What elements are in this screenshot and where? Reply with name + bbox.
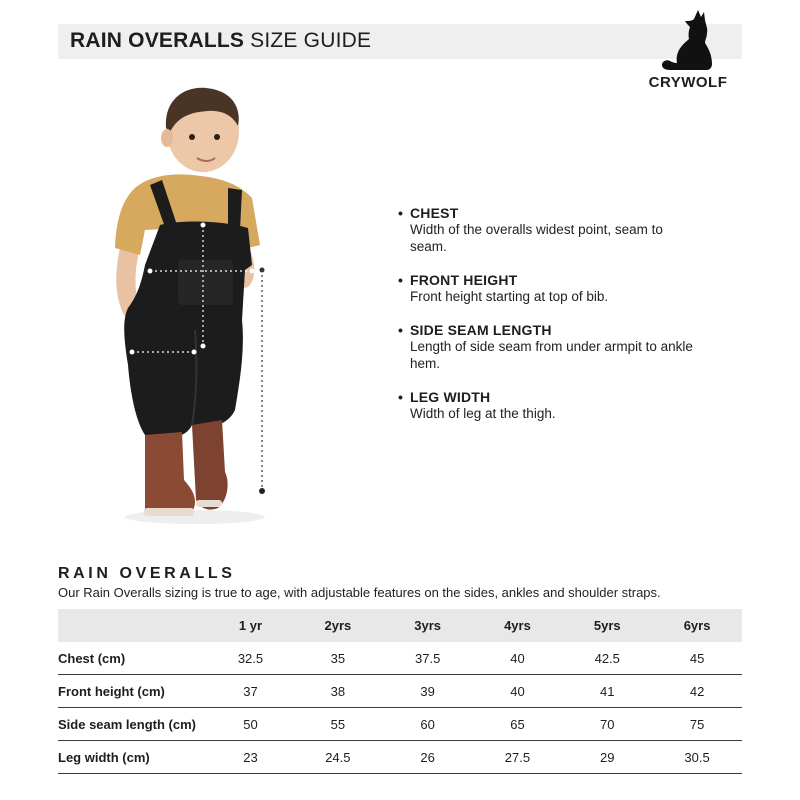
table-cell: 70 bbox=[562, 708, 652, 741]
overalls bbox=[124, 222, 252, 439]
front-height-marker-top bbox=[201, 223, 206, 228]
table-cell: 65 bbox=[473, 708, 563, 741]
column-header: 6yrs bbox=[683, 618, 711, 633]
right-boot bbox=[192, 420, 228, 510]
side-seam-marker-bottom bbox=[259, 488, 265, 494]
size-table bbox=[58, 609, 742, 774]
table-cell: 38 bbox=[293, 675, 383, 708]
table-cell: 27.5 bbox=[473, 741, 563, 774]
page-title-bold: RAIN OVERALLS bbox=[70, 29, 245, 52]
table-cell: 40 bbox=[473, 675, 563, 708]
chest-marker-left bbox=[148, 269, 153, 274]
page-title bbox=[70, 29, 371, 53]
left-boot-sole bbox=[144, 508, 194, 516]
leg-width-marker-left bbox=[130, 350, 135, 355]
table-cell: 55 bbox=[293, 708, 383, 741]
table-cell: 32.5 bbox=[208, 642, 293, 675]
table-cell: 24.5 bbox=[293, 741, 383, 774]
table-row bbox=[58, 642, 742, 675]
table-cell: 23 bbox=[208, 741, 293, 774]
table-row bbox=[58, 741, 742, 774]
section-title: RAIN OVERALLS bbox=[58, 565, 236, 582]
measure-chest-title: CHEST bbox=[410, 205, 459, 221]
ear bbox=[161, 129, 173, 147]
measure-side-seam-title: SIDE SEAM LENGTH bbox=[410, 322, 552, 338]
side-seam-marker-top bbox=[260, 268, 265, 273]
row-label: Front height (cm) bbox=[58, 675, 208, 708]
measure-side-seam-desc: Length of side seam from under armpit to ankle hem. bbox=[410, 339, 693, 371]
measure-chest-desc: Width of the overalls widest point, seam to seam. bbox=[410, 222, 663, 254]
table-cell: 50 bbox=[208, 708, 293, 741]
measure-leg-width-title: LEG WIDTH bbox=[410, 389, 491, 405]
row-label: Side seam length (cm) bbox=[58, 708, 208, 741]
measure-side-seam: • SIDE SEAM LENGTH Length of side seam from under armpit to ankle hem. bbox=[398, 322, 698, 372]
left-eye bbox=[189, 134, 195, 140]
table-row bbox=[58, 675, 742, 708]
column-header: 5yrs bbox=[593, 618, 621, 633]
product-photo bbox=[100, 80, 310, 530]
table-header-row bbox=[58, 609, 742, 642]
leg-width-marker-right bbox=[192, 350, 197, 355]
column-header: 4yrs bbox=[504, 618, 531, 633]
table-cell: 45 bbox=[652, 642, 742, 675]
table-cell: 30.5 bbox=[652, 741, 742, 774]
measure-front-height-title: FRONT HEIGHT bbox=[410, 272, 518, 288]
measure-leg-width: • LEG WIDTH Width of leg at the thigh. bbox=[398, 389, 698, 422]
table-cell: 37 bbox=[208, 675, 293, 708]
column-header: 2yrs bbox=[324, 618, 352, 633]
page-title-rest: SIZE GUIDE bbox=[250, 29, 372, 52]
bib-pocket bbox=[178, 260, 233, 305]
row-label: Leg width (cm) bbox=[58, 741, 208, 774]
table-cell: 75 bbox=[652, 708, 742, 741]
table-cell: 39 bbox=[383, 675, 473, 708]
section-subtitle: Our Rain Overalls sizing is true to age, with adjustable features on the sides, ankles and shoulder straps. bbox=[58, 585, 661, 600]
right-boot-sole bbox=[196, 500, 222, 507]
column-header: 1 yr bbox=[238, 618, 263, 633]
table-cell: 40 bbox=[473, 642, 563, 675]
column-header bbox=[58, 609, 208, 642]
row-label: Chest (cm) bbox=[58, 642, 208, 675]
table-row bbox=[58, 708, 742, 741]
measurement-list bbox=[398, 205, 698, 439]
table-cell: 42 bbox=[652, 675, 742, 708]
right-strap bbox=[228, 188, 242, 230]
table-cell: 60 bbox=[383, 708, 473, 741]
left-boot bbox=[145, 432, 195, 516]
brand-name: CRYWOLF bbox=[648, 74, 728, 91]
brand-logo bbox=[640, 8, 736, 92]
table-cell: 42.5 bbox=[562, 642, 652, 675]
measure-front-height: • FRONT HEIGHT Front height starting at top of bib. bbox=[398, 272, 698, 305]
table-cell: 29 bbox=[562, 741, 652, 774]
front-height-marker-bottom bbox=[201, 344, 206, 349]
table-cell: 26 bbox=[383, 741, 473, 774]
column-header: 3yrs bbox=[414, 618, 442, 633]
measure-leg-width-desc: Width of leg at the thigh. bbox=[410, 406, 556, 421]
measure-chest: • CHEST Width of the overalls widest point, seam to seam. bbox=[398, 205, 698, 255]
table-cell: 37.5 bbox=[383, 642, 473, 675]
howling-wolf-icon bbox=[660, 8, 716, 72]
chest-marker-right bbox=[250, 269, 255, 274]
table-cell: 41 bbox=[562, 675, 652, 708]
measure-front-height-desc: Front height starting at top of bib. bbox=[410, 289, 609, 304]
table-cell: 35 bbox=[293, 642, 383, 675]
right-eye bbox=[214, 134, 220, 140]
